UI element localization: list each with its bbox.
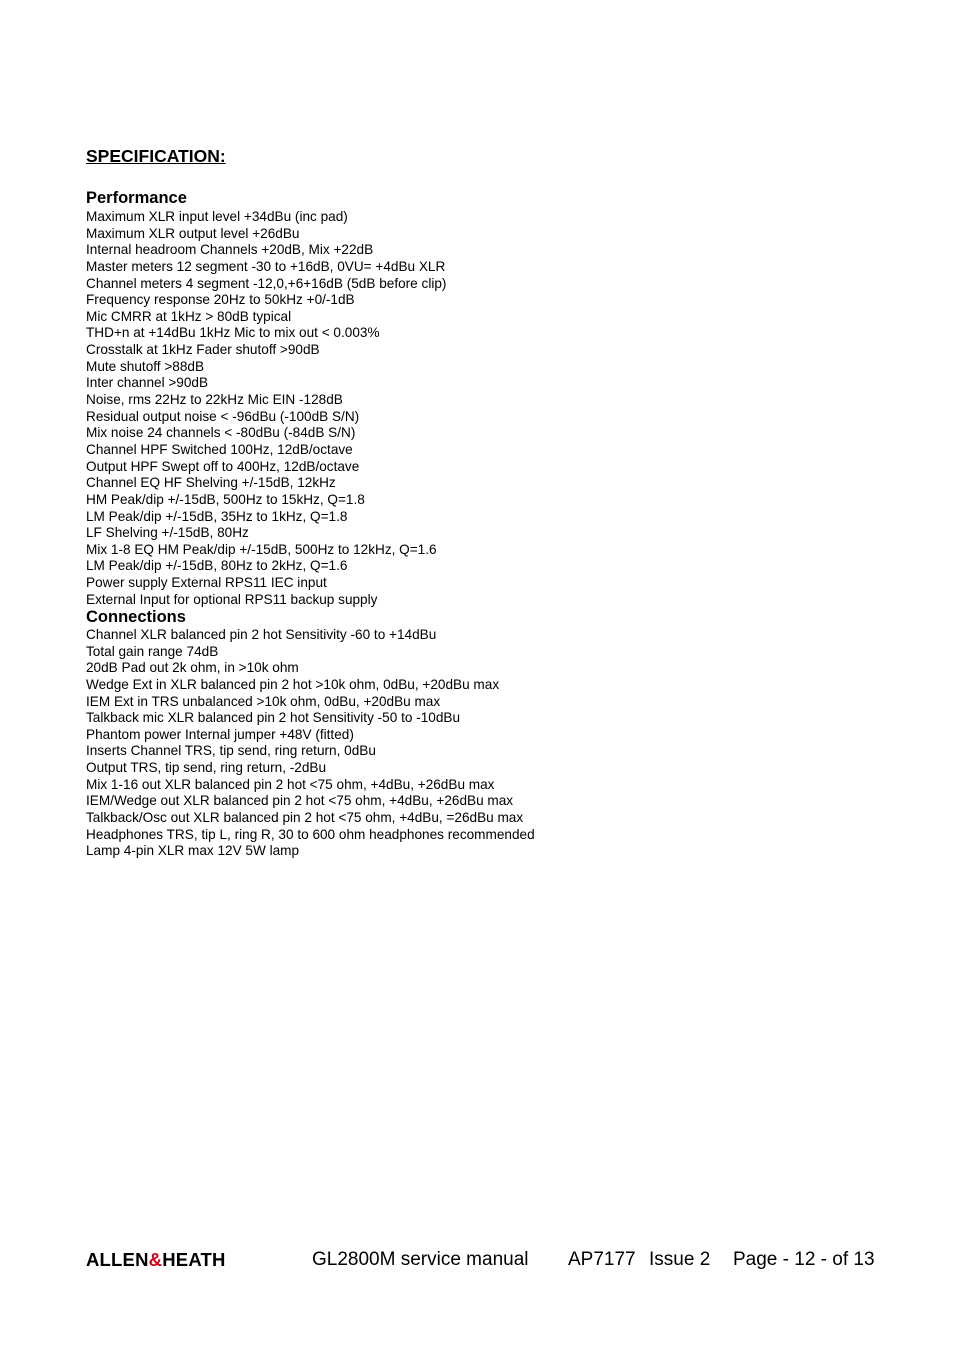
spec-line: Residual output noise < -96dBu (-100dB S/N) bbox=[86, 408, 360, 424]
spec-line: LF Shelving +/-15dB, 80Hz bbox=[86, 525, 249, 541]
spec-line: Crosstalk at 1kHz Fader shutoff >90dB bbox=[86, 342, 320, 358]
spec-line: Wedge Ext in XLR balanced pin 2 hot >10k ohm, 0dBu, +20dBu max bbox=[86, 676, 500, 692]
spec-line: Mix 1-16 out XLR balanced pin 2 hot <75 ohm, +4dBu, +26dBu max bbox=[86, 776, 495, 792]
footer-page-number: Page - 12 - of 13 bbox=[733, 1249, 875, 1270]
connections-list bbox=[86, 627, 535, 860]
spec-line: IEM Ext in TRS unbalanced >10k ohm, 0dBu, +20dBu max bbox=[86, 693, 441, 709]
spec-line: Talkback/Osc out XLR balanced pin 2 hot <75 ohm, +4dBu, =26dBu max bbox=[86, 810, 524, 826]
spec-line: Total gain range 74dB bbox=[86, 643, 219, 659]
connections-heading: Connections bbox=[86, 608, 186, 626]
spec-line: LM Peak/dip +/-15dB, 35Hz to 1kHz, Q=1.8 bbox=[86, 508, 348, 524]
spec-line: Output HPF Swept off to 400Hz, 12dB/octave bbox=[86, 458, 360, 474]
spec-line: Lamp 4-pin XLR max 12V 5W lamp bbox=[86, 843, 300, 859]
spec-line: Phantom power Internal jumper +48V (fitted) bbox=[86, 726, 354, 742]
spec-line: Mix noise 24 channels < -80dBu (-84dB S/N) bbox=[86, 425, 356, 441]
spec-line: Noise, rms 22Hz to 22kHz Mic EIN -128dB bbox=[86, 392, 343, 408]
spec-line: LM Peak/dip +/-15dB, 80Hz to 2kHz, Q=1.6 bbox=[86, 558, 348, 574]
page-title: SPECIFICATION: bbox=[86, 146, 226, 166]
spec-line: Maximum XLR input level +34dBu (inc pad) bbox=[86, 209, 348, 224]
spec-line: Channel HPF Switched 100Hz, 12dB/octave bbox=[86, 441, 353, 457]
allen-heath-logo bbox=[86, 1247, 226, 1273]
spec-line: Inserts Channel TRS, tip send, ring return, 0dBu bbox=[86, 743, 376, 759]
footer-doc-number: AP7177 bbox=[568, 1249, 636, 1270]
spec-line: Channel meters 4 segment -12,0,+6+16dB (5dB before clip) bbox=[86, 275, 447, 291]
spec-line: Master meters 12 segment -30 to +16dB, 0VU= +4dBu XLR bbox=[86, 258, 446, 274]
spec-line: External Input for optional RPS11 backup supply bbox=[86, 591, 378, 607]
spec-line: Output TRS, tip send, ring return, -2dBu bbox=[86, 760, 327, 776]
spec-line: HM Peak/dip +/-15dB, 500Hz to 15kHz, Q=1.8 bbox=[86, 491, 365, 507]
spec-line: Power supply External RPS11 IEC input bbox=[86, 575, 327, 591]
spec-line: THD+n at +14dBu 1kHz Mic to mix out < 0.003% bbox=[86, 325, 380, 341]
spec-line: Talkback mic XLR balanced pin 2 hot Sensitivity -50 to -10dBu bbox=[86, 710, 461, 726]
logo-text-allen: ALLEN bbox=[86, 1249, 149, 1270]
spec-line: Mix 1-8 EQ HM Peak/dip +/-15dB, 500Hz to 12kHz, Q=1.6 bbox=[86, 541, 437, 557]
spec-line: Mic CMRR at 1kHz > 80dB typical bbox=[86, 308, 292, 324]
spec-line: Channel XLR balanced pin 2 hot Sensitivity -60 to +14dBu bbox=[86, 627, 437, 642]
footer-issue: Issue 2 bbox=[649, 1249, 711, 1270]
spec-line: Channel EQ HF Shelving +/-15dB, 12kHz bbox=[86, 475, 336, 491]
footer-manual-title: GL2800M service manual bbox=[312, 1249, 529, 1270]
spec-line: Frequency response 20Hz to 50kHz +0/-1dB bbox=[86, 292, 355, 308]
spec-line: Inter channel >90dB bbox=[86, 375, 209, 391]
performance-list bbox=[86, 209, 446, 608]
spec-line: 20dB Pad out 2k ohm, in >10k ohm bbox=[86, 660, 299, 676]
spec-line: Headphones TRS, tip L, ring R, 30 to 600 ohm headphones recommended bbox=[86, 826, 535, 842]
spec-line: Maximum XLR output level +26dBu bbox=[86, 225, 300, 241]
logo-text-heath: HEATH bbox=[162, 1249, 226, 1270]
performance-heading: Performance bbox=[86, 189, 187, 207]
spec-line: IEM/Wedge out XLR balanced pin 2 hot <75 ohm, +4dBu, +26dBu max bbox=[86, 793, 514, 809]
logo-ampersand: & bbox=[148, 1249, 163, 1270]
spec-line: Internal headroom Channels +20dB, Mix +22dB bbox=[86, 242, 374, 258]
spec-line: Mute shutoff >88dB bbox=[86, 358, 205, 374]
